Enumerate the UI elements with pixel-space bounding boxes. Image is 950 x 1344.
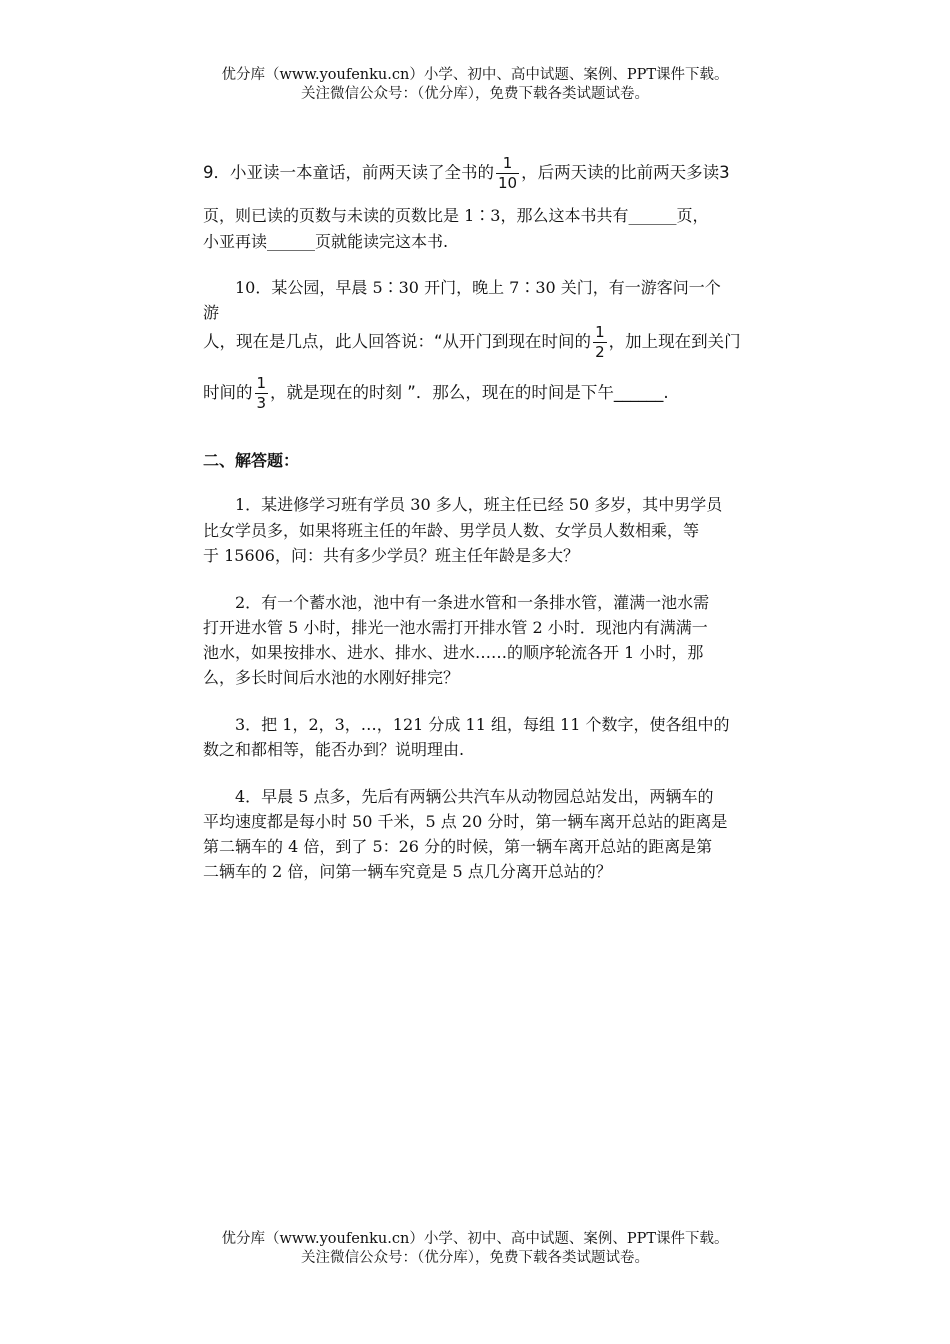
footer-line-1: 优分库（www.youfenku.cn）小学、初中、高中试题、案例、PPT课件下载。 <box>221 1231 729 1247</box>
q9-text-a: 9．小亚读一本童话，前两天读了全书的 <box>203 163 494 182</box>
q10-frac1-den: 2 <box>595 343 605 361</box>
header-line-1: 优分库（www.youfenku.cn）小学、初中、高中试题、案例、PPT课件下载。 <box>221 67 729 83</box>
q9-frac-den: 10 <box>498 174 518 192</box>
q10-frac2-den: 3 <box>256 394 267 412</box>
p1-line-3: 于 15606，问：共有多少学员？班主任年龄是多大？ <box>203 546 579 565</box>
p4-line-3: 第二辆车的 4 倍，到了 5：26 分的时候，第一辆车离开总站的距离是第 <box>203 837 713 856</box>
q9-line-3: 小亚再读______页就能读完这本书. <box>203 232 449 251</box>
p3-line-2: 数之和都相等，能否办到？说明理由. <box>203 740 465 759</box>
q10-line-3 <box>203 325 741 360</box>
page-header <box>0 66 950 104</box>
q10-text-b: ，加上现在到关门 <box>608 332 741 351</box>
section-2-title: 二、解答题： <box>203 451 300 470</box>
q10-fraction-third <box>255 376 269 411</box>
q10-text-c: 时间的 <box>203 383 253 402</box>
q10-frac2-num: 1 <box>256 374 267 392</box>
header-line-2: 关注微信公众号：（优分库），免费下载各类试题试卷。 <box>301 86 649 102</box>
q10-line-2: 游 <box>203 303 220 322</box>
q10-line-4 <box>203 376 669 411</box>
p1-line-2: 比女学员多，如果将班主任的年龄、男学员人数、女学员人数相乘，等 <box>203 521 700 540</box>
p2-line-1: 2．有一个蓄水池，池中有一条进水管和一条排水管，灌满一池水需 <box>235 593 710 612</box>
q10-fraction-half <box>593 325 607 360</box>
q9-line-1 <box>203 156 730 191</box>
p3-line-1: 3．把 1，2，3，…，121 分成 11 组，每组 11 个数字，使各组中的 <box>235 715 730 734</box>
p4-line-1: 4．早晨 5 点多，先后有两辆公共汽车从动物园总站发出，两辆车的 <box>235 787 714 806</box>
q10-line-1: 10．某公园，早晨 5∶30 开门，晚上 7∶30 关门，有一游客问一个 <box>235 278 721 297</box>
p4-line-2: 平均速度都是每小时 50 千米，5 点 20 分时，第一辆车离开总站的距离是 <box>203 812 728 831</box>
q9-line-2: 页，则已读的页数与未读的页数比是 1∶3，那么这本书共有______页， <box>203 206 709 225</box>
p2-line-3: 池水，如果按排水、进水、排水、进水……的顺序轮流各开 1 小时，那 <box>203 643 704 662</box>
footer-line-2: 关注微信公众号：（优分库），免费下载各类试题试卷。 <box>301 1250 649 1266</box>
p2-line-2: 打开进水管 5 小时，排光一池水需打开排水管 2 小时．现池内有满满一 <box>203 618 708 637</box>
q9-frac-num: 1 <box>502 154 513 172</box>
q10-text-a: 人，现在是几点，此人回答说：“从开门到现在时间的 <box>203 332 592 351</box>
q10-frac1-num: 1 <box>595 323 605 341</box>
p4-line-4: 二辆车的 2 倍，问第一辆车究竟是 5 点几分离开总站的？ <box>203 862 612 881</box>
q9-text-b: ，后两天读的比前两天多读3 <box>521 163 730 182</box>
p1-line-1: 1．某进修学习班有学员 30 多人，班主任已经 50 多岁，其中男学员 <box>235 495 723 514</box>
p2-line-4: 么，多长时间后水池的水刚好排完？ <box>203 668 460 687</box>
q9-fraction <box>496 156 519 191</box>
page-footer <box>0 1230 950 1268</box>
q10-text-d: ，就是现在的时刻 ”．那么，现在的时间是下午______. <box>270 383 669 402</box>
